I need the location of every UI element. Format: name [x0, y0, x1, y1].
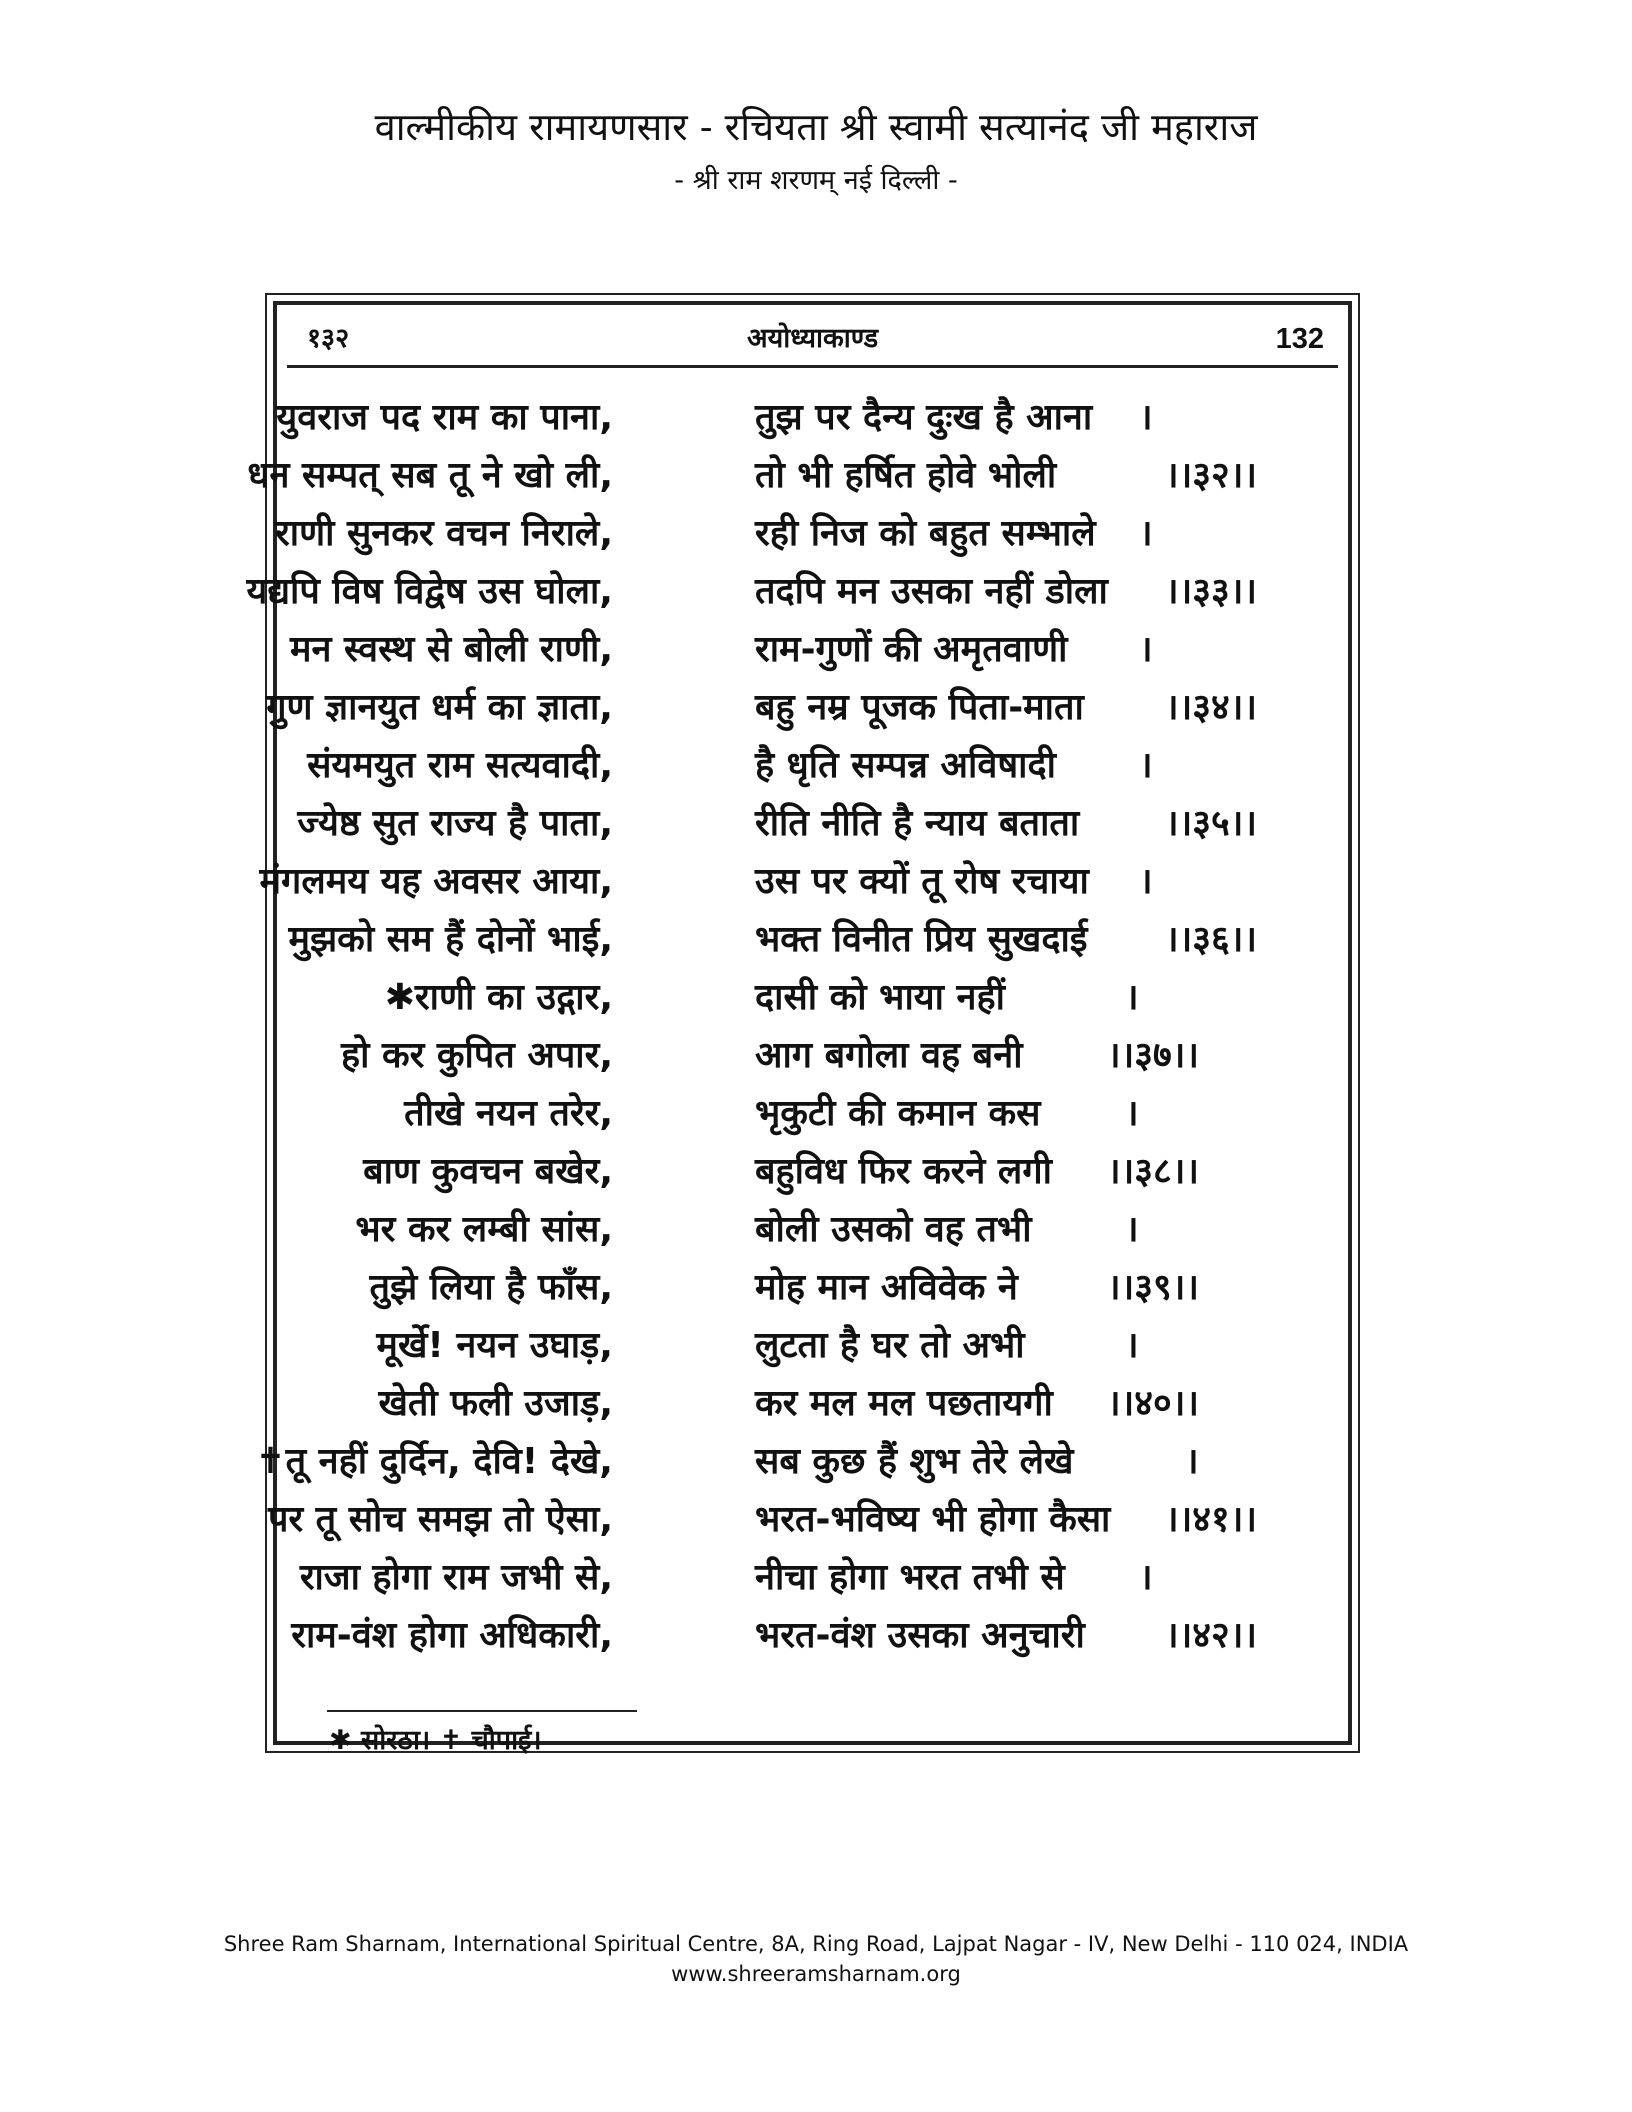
verse-second-half: तदपि मन उसका नहीं डोला	[755, 571, 1108, 612]
verse-second-half: बहुविध फिर करने लगी	[755, 1151, 1052, 1192]
verse-first-half: धन सम्पत् सब तू ने खो ली,	[247, 455, 613, 496]
verse-first-half: भर कर लम्बी सांस,	[355, 1209, 613, 1250]
verse-line	[277, 1085, 1348, 1143]
verse-first-half: तीखे नयन तरेर,	[404, 1093, 613, 1134]
verse-first-half: बाण कुवचन बखेर,	[363, 1151, 613, 1192]
verse-line	[277, 505, 1348, 563]
verse-second-half: उस पर क्यों तू रोष रचाया	[755, 861, 1089, 902]
verse-line	[255, 1433, 1348, 1491]
verse-second-half: तुझ पर दैन्य दुःख है आना	[755, 397, 1093, 438]
verse-marker: ।	[1185, 1441, 1199, 1482]
document-title: वाल्मीकीय रामायणसार - रचियता श्री स्वामी सत्यानंद जी महाराज	[374, 105, 1258, 149]
verse-first-half: मुझको सम हैं दोनों भाई,	[288, 919, 613, 960]
verse-line	[277, 911, 1348, 969]
verse-first-half: हो कर कुपित अपार,	[340, 1035, 613, 1076]
verse-line	[277, 1201, 1348, 1259]
verse-first-half: गुण ज्ञानयुत धर्म का ज्ञाता,	[266, 687, 613, 728]
verse-second-half: तो भी हर्षित होवे भोली	[755, 455, 1057, 496]
verse-marker: ।।३६।।	[1165, 919, 1258, 960]
verse-second-half: रीति नीति है न्याय बताता	[755, 803, 1080, 844]
verse-line	[277, 1027, 1348, 1085]
verse-line	[259, 853, 1348, 911]
verse-first-half: ✝तू नहीं दुर्दिन, देवि! देखे,	[255, 1441, 613, 1482]
verse-second-half: भक्त विनीत प्रिय सुखदाई	[755, 919, 1088, 960]
verse-marker: ।	[1125, 1209, 1139, 1250]
footer-website: www.shreeramsharnam.org	[671, 1962, 961, 1986]
verse-second-half: बोली उसको वह तभी	[755, 1209, 1032, 1250]
page-frame-inner	[246, 301, 1352, 1756]
verse-line	[277, 1549, 1348, 1607]
verse-marker: ।	[1139, 513, 1153, 554]
verse-second-half: है धृति सम्पन्न अविषादी	[755, 745, 1056, 786]
verse-line	[277, 621, 1348, 679]
verse-line	[277, 389, 1348, 447]
verse-second-half: दासी को भाया नहीं	[755, 977, 1005, 1018]
verse-marker: ।	[1139, 1557, 1153, 1598]
verse-second-half: लुटता है घर तो अभी	[755, 1325, 1025, 1366]
verse-marker: ।	[1125, 1325, 1139, 1366]
verse-marker: ।	[1139, 745, 1153, 786]
verse-marker: ।।४१।।	[1165, 1499, 1258, 1540]
verse-first-half: युवराज पद राम का पाना,	[276, 397, 613, 438]
verse-marker: ।।३९।।	[1107, 1267, 1200, 1308]
verse-second-half: भृकुटी की कमान कस	[755, 1093, 1041, 1134]
running-header	[287, 313, 1338, 368]
verse-second-half: आग बगोला वह बनी	[755, 1035, 1023, 1076]
verse-first-half: खेती फली उजाड़,	[378, 1383, 613, 1424]
verse-marker: ।।३४।।	[1165, 687, 1258, 728]
verse-first-half: यद्यपि विष विद्वेष उस घोला,	[246, 571, 613, 612]
verse-line	[277, 1317, 1348, 1375]
verse-marker: ।।३५।।	[1165, 803, 1258, 844]
verse-line	[266, 679, 1348, 737]
verse-second-half: रही निज को बहुत सम्भाले	[755, 513, 1096, 554]
verse-list	[246, 389, 1348, 1665]
verse-first-half: राजा होगा राम जभी से,	[299, 1557, 613, 1598]
chapter-title: अयोध्याकाण्ड	[746, 323, 879, 354]
verse-marker: ।	[1139, 629, 1153, 670]
footnote: ✱ सोरठा। ✝ चौपाई।	[329, 1725, 542, 1756]
verse-second-half: राम-गुणों की अमृतवाणी	[755, 629, 1068, 670]
verse-marker: ।।४०।।	[1107, 1383, 1200, 1424]
verse-line	[247, 447, 1348, 505]
verse-marker: ।	[1139, 861, 1153, 902]
verse-second-half: नीचा होगा भरत तभी से	[755, 1557, 1065, 1598]
verse-marker: ।	[1125, 977, 1139, 1018]
footer-address: Shree Ram Sharnam, International Spiritual Centre, 8A, Ring Road, Lajpat Nagar - IV, New Delhi - 110 024, INDIA	[223, 1932, 1409, 1956]
page-number: 132	[1275, 323, 1324, 355]
verse-line	[277, 1607, 1348, 1665]
verse-first-half: ज्येष्ठ सुत राज्य है पाता,	[297, 803, 613, 844]
verse-line	[277, 1259, 1348, 1317]
document-subtitle: - श्री राम शरणम् नई दिल्ली -	[674, 165, 958, 196]
verse-second-half: सब कुछ हैं शुभ तेरे लेखे	[755, 1441, 1074, 1482]
verse-second-half: बहु नम्र पूजक पिता-माता	[755, 687, 1084, 728]
verse-line	[277, 737, 1348, 795]
page-frame	[246, 293, 1360, 1756]
verse-second-half: मोह मान अविवेक ने	[755, 1267, 1018, 1308]
verse-first-half: संयमयुत राम सत्यवादी,	[307, 745, 613, 786]
verse-first-half: राणी सुनकर वचन निराले,	[275, 513, 613, 554]
verse-first-half: ✱राणी का उद्गार,	[384, 977, 613, 1018]
footnote-rule	[327, 1710, 637, 1712]
verse-marker: ।।३३।।	[1165, 571, 1258, 612]
verse-line	[267, 1491, 1348, 1549]
verse-line	[277, 969, 1348, 1027]
verse-marker: ।।४२।।	[1165, 1615, 1258, 1656]
verse-line	[277, 1375, 1348, 1433]
verse-first-half: मंगलमय यह अवसर आया,	[259, 861, 613, 902]
verse-marker: ।	[1139, 397, 1153, 438]
verse-marker: ।।३८।।	[1107, 1151, 1200, 1192]
verse-marker: ।।३२।।	[1165, 455, 1258, 496]
verse-second-half: भरत-भविष्य भी होगा कैसा	[755, 1499, 1111, 1540]
verse-marker: ।।३७।।	[1107, 1035, 1200, 1076]
verse-line	[277, 795, 1348, 853]
verse-line	[246, 563, 1348, 621]
verse-marker: ।	[1125, 1093, 1139, 1134]
verse-first-half: राम-वंश होगा अधिकारी,	[291, 1615, 613, 1656]
verse-first-half: पर तू सोच समझ तो ऐसा,	[267, 1499, 613, 1540]
verse-second-half: भरत-वंश उसका अनुचारी	[755, 1615, 1085, 1656]
page-number-devanagari: १३२	[307, 323, 350, 354]
verse-first-half: मूर्खे! नयन उघाड़,	[376, 1325, 613, 1366]
verse-first-half: मन स्वस्थ से बोली राणी,	[290, 629, 613, 670]
verse-second-half: कर मल मल पछतायगी	[755, 1383, 1053, 1424]
verse-line	[277, 1143, 1348, 1201]
verse-first-half: तुझे लिया है फाँस,	[369, 1267, 613, 1308]
